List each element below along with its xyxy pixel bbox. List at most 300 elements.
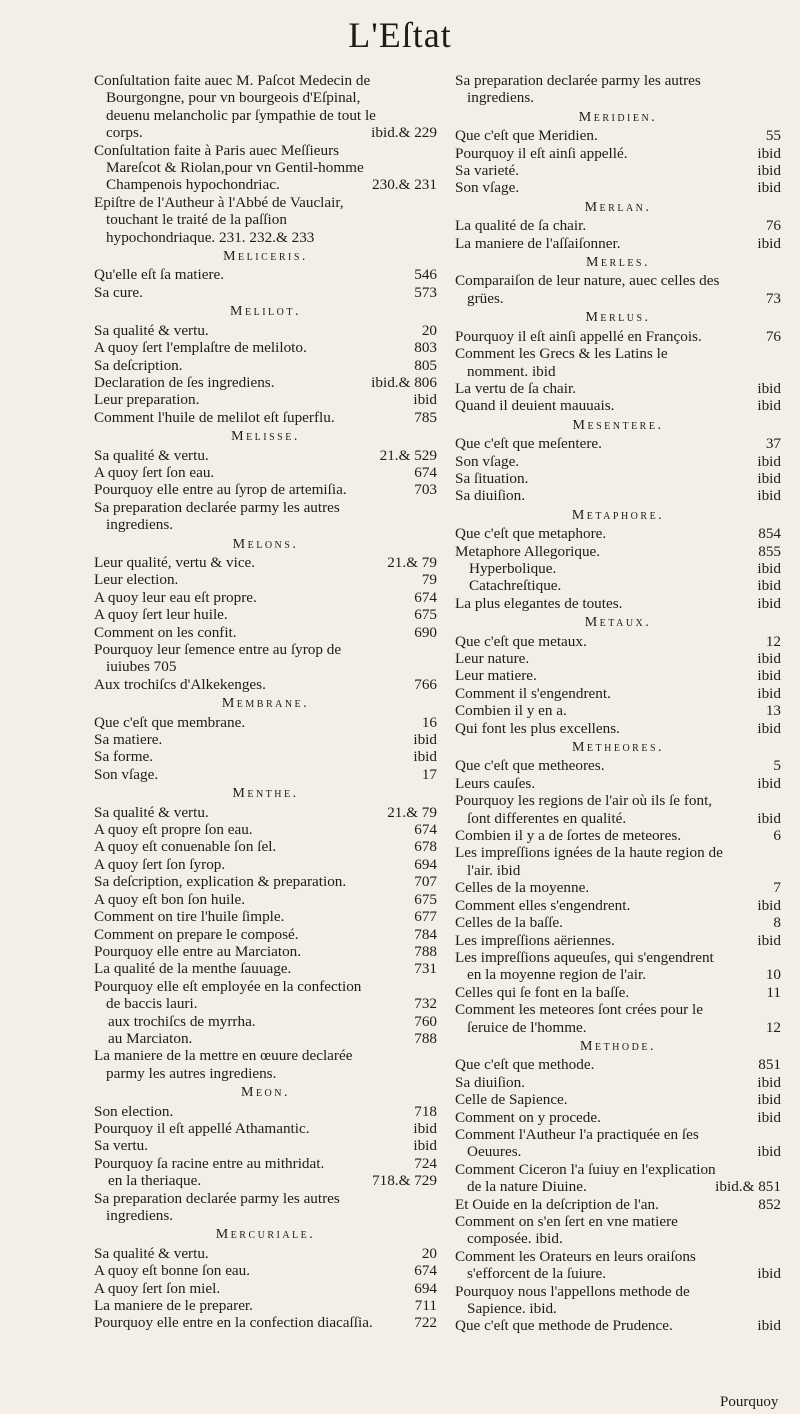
index-entry <box>455 1317 781 1334</box>
index-entry <box>94 748 437 765</box>
entry-page-ref: 855 <box>758 542 781 560</box>
entry-text: Son vſage. <box>94 765 159 783</box>
entry-page-ref: 5 <box>773 757 781 775</box>
index-entry <box>455 145 781 162</box>
entry-text: La maniere de le preparer. <box>94 1297 253 1315</box>
index-heading: Metheores. <box>571 740 665 756</box>
entry-text: La plus elegantes de toutes. <box>455 594 623 612</box>
index-entry <box>455 1074 781 1091</box>
entry-page-ref: 851 <box>758 1056 781 1074</box>
index-entry <box>94 499 437 534</box>
index-entry <box>94 374 437 391</box>
entry-text: A quoy ſert ſon miel. <box>94 1279 221 1297</box>
index-entry <box>94 1137 437 1154</box>
entry-page-ref: ibid <box>757 1073 781 1091</box>
entry-page-ref: ibid <box>757 452 781 470</box>
entry-text: Conſultation faite auec M. Paſcot Medecin de Bourgongne, pour vn bourgeois d'Eſpinal, deuenu melancholic par ſympathie de tout le corps. <box>94 72 376 142</box>
index-entry <box>94 142 437 194</box>
entry-text: Pourquoy elle entre en la confection diacaſſia. <box>94 1314 373 1332</box>
index-entry <box>94 1190 437 1225</box>
index-entry <box>455 897 781 914</box>
entry-page-ref: 674 <box>414 588 437 606</box>
index-entry <box>455 217 781 234</box>
entry-text: Que c'eſt que methode de Prudence. <box>455 1317 673 1335</box>
entry-text: Celle de Sapience. <box>455 1091 568 1109</box>
entry-text: La qualité de ſa chair. <box>455 217 587 235</box>
index-entry <box>94 589 437 606</box>
entry-page-ref: ibid <box>757 469 781 487</box>
index-heading: Melilot. <box>230 304 301 320</box>
entry-page-ref: 79 <box>421 571 437 589</box>
index-entry <box>94 908 437 925</box>
entry-text: Leurs cauſes. <box>455 774 536 792</box>
index-entry <box>94 339 437 356</box>
entry-text: A quoy eſt conuenable ſon ſel. <box>94 838 277 856</box>
entry-page-ref: 675 <box>414 606 437 624</box>
entry-page-ref: ibid <box>757 667 781 685</box>
entry-text: Comment les Orateurs en leurs oraiſons s'efforcent de la ſuiure. <box>455 1247 696 1283</box>
index-entry <box>455 914 781 931</box>
entry-text: Pourquoy leur ſemence entre au ſyrop de iuiubes 705 <box>94 641 342 676</box>
entry-text: Comment on prepare le composé. <box>94 925 299 943</box>
index-entry <box>94 409 437 426</box>
index-entry <box>455 1213 781 1248</box>
index-entry <box>94 606 437 623</box>
entry-page-ref: 694 <box>414 1279 437 1297</box>
entry-text: Celles de la moyenne. <box>455 879 590 897</box>
entry-text: Que c'eſt que meſentere. <box>455 435 602 453</box>
index-entry <box>94 960 437 977</box>
index-entry <box>94 891 437 908</box>
entry-text: au Marciaton. <box>108 1029 193 1047</box>
index-entry <box>94 1262 437 1279</box>
index-entry <box>455 577 781 594</box>
entry-page-ref: 854 <box>758 525 781 543</box>
index-heading: Merlus. <box>585 310 651 326</box>
index-heading: Merlan. <box>584 199 652 215</box>
entry-text: Pourquoy il eſt ainſi appellé. <box>455 144 628 162</box>
entry-page-ref: 732 <box>414 995 437 1013</box>
entry-text: Sa deſcription, explication & preparation. <box>94 873 347 891</box>
entry-page-ref: 718 <box>414 1102 437 1120</box>
entry-text: Sa ſituation. <box>455 469 529 487</box>
entry-page-ref: 573 <box>414 283 437 301</box>
entry-text: Comment on tire l'huile ſimple. <box>94 908 285 926</box>
entry-page-ref: ibid <box>413 731 437 749</box>
index-heading: Meon. <box>241 1085 290 1101</box>
index-entry <box>455 984 781 1001</box>
entry-page-ref: 722 <box>414 1314 437 1332</box>
index-entry <box>455 757 781 774</box>
entry-text: Que c'eſt que membrane. <box>94 713 246 731</box>
entry-text: Les impreſſions ignées de la haute region de l'air. ibid <box>455 844 723 879</box>
entry-page-ref: ibid <box>757 1108 781 1126</box>
entry-text: A quoy ſert l'emplaſtre de meliloto. <box>94 339 307 357</box>
index-entry <box>94 1120 437 1137</box>
entry-text: Son vſage. <box>455 179 520 197</box>
entry-page-ref: 731 <box>414 960 437 978</box>
entry-page-ref: 21.& 79 <box>387 553 437 571</box>
entry-page-ref: ibid <box>757 1091 781 1109</box>
entry-page-ref: 766 <box>414 675 437 693</box>
entry-page-ref: 10 <box>765 966 781 984</box>
entry-page-ref: 21.& 79 <box>387 803 437 821</box>
index-entry <box>94 1155 437 1172</box>
index-entry <box>455 435 781 452</box>
index-entry <box>455 1161 781 1196</box>
entry-page-ref: 546 <box>414 266 437 284</box>
entry-text: Comment il s'engendrent. <box>455 684 611 702</box>
entry-page-ref: ibid <box>757 577 781 595</box>
index-entry <box>94 731 437 748</box>
index-heading: Mesentere. <box>572 417 664 433</box>
entry-page-ref: 12 <box>765 1018 781 1036</box>
entry-page-ref: ibid <box>757 650 781 667</box>
entry-page-ref: 803 <box>414 339 437 357</box>
index-entry <box>94 571 437 588</box>
index-entry <box>455 328 781 345</box>
entry-page-ref: 230.& 231 <box>372 176 437 194</box>
entry-page-ref: 724 <box>414 1154 437 1172</box>
entry-text: La vertu de ſa chair. <box>455 379 577 397</box>
index-heading: Merles. <box>585 255 650 271</box>
index-entry <box>455 1001 781 1036</box>
entry-page-ref: 76 <box>765 327 781 345</box>
entry-text: Pourquoy elle eſt employée en la confection de baccis lauri. <box>94 977 362 1013</box>
index-entry <box>94 873 437 890</box>
index-entry <box>94 1245 437 1262</box>
entry-page-ref: 674 <box>414 1262 437 1280</box>
index-entry <box>455 1126 781 1161</box>
entry-text: Comment on les confit. <box>94 623 237 641</box>
entry-text: Pourquoy il eſt ainſi appellé en François. <box>455 327 702 345</box>
index-entry <box>94 284 437 301</box>
entry-text: Son vſage. <box>455 452 520 470</box>
index-entry <box>455 543 781 560</box>
index-entry <box>455 127 781 144</box>
entry-text: A quoy ſert ſon eau. <box>94 463 215 481</box>
entry-page-ref: 718.& 729 <box>372 1172 437 1190</box>
entry-text: Sa preparation declarée parmy les autres ingrediens. <box>94 498 340 534</box>
index-entry <box>94 821 437 838</box>
entry-page-ref: 707 <box>414 873 437 891</box>
entry-page-ref: ibid <box>757 162 781 180</box>
index-entry <box>455 380 781 397</box>
index-entry <box>94 391 437 408</box>
index-entry <box>94 676 437 693</box>
entry-page-ref: ibid.& 806 <box>371 373 437 391</box>
entry-page-ref: ibid <box>757 931 781 949</box>
entry-page-ref: ibid <box>757 684 781 702</box>
index-entry <box>455 272 781 307</box>
entry-text: Pourquoy elle entre au Marciaton. <box>94 942 302 960</box>
entry-text: Les impreſſions aëriennes. <box>455 931 615 949</box>
index-entry <box>94 1103 437 1120</box>
entry-text: Hyperbolique. <box>469 559 557 577</box>
entry-text: Sa vertu. <box>94 1137 148 1155</box>
index-entry <box>94 624 437 641</box>
entry-text: Comment les Grecs & les Latins le nomment. ibid <box>455 345 668 380</box>
entry-text: Sa diuiſion. <box>455 1073 526 1091</box>
entry-text: Qui font les plus excellens. <box>455 719 620 737</box>
index-entry <box>94 357 437 374</box>
index-entry <box>94 554 437 571</box>
entry-page-ref: 20 <box>421 321 437 339</box>
entry-text: Que c'eſt que metaphore. <box>455 525 607 543</box>
entry-page-ref: ibid.& 229 <box>371 124 437 142</box>
index-entry <box>455 827 781 844</box>
index-entry <box>455 792 781 827</box>
index-entry <box>94 926 437 943</box>
entry-text: Quand il deuient mauuais. <box>455 397 615 415</box>
entry-text: Comment elles s'engendrent. <box>455 896 631 914</box>
entry-page-ref: ibid <box>757 1317 781 1335</box>
entry-page-ref: 788 <box>414 942 437 960</box>
right-column <box>455 72 781 1335</box>
entry-page-ref: 788 <box>414 1029 437 1047</box>
index-entry <box>94 481 437 498</box>
index-entry <box>94 838 437 855</box>
index-entry <box>455 720 781 737</box>
index-heading: Melisse. <box>231 429 300 445</box>
entry-text: Epiſtre de l'Autheur à l'Abbé de Vauclair, touchant le traité de la paſſion hypochondriaque. 231. 232.& 233 <box>94 193 344 246</box>
entry-page-ref: 694 <box>414 855 437 873</box>
entry-text: en la theriaque. <box>108 1172 202 1190</box>
running-title: L'Eſtat <box>348 15 452 55</box>
index-heading: Meliceris. <box>223 249 308 265</box>
index-entry <box>455 932 781 949</box>
entry-text: A quoy leur eau eſt propre. <box>94 588 257 606</box>
entry-text: Comparaiſon de leur nature, auec celles des grües. <box>455 272 720 307</box>
entry-text: Pourquoy ſa racine entre au mithridat. <box>94 1154 325 1172</box>
entry-text: A quoy ſert ſon ſyrop. <box>94 855 226 873</box>
index-entry <box>94 266 437 283</box>
index-entry <box>94 766 437 783</box>
index-entry <box>455 1196 781 1213</box>
entry-page-ref: 805 <box>414 356 437 374</box>
entry-text: Pourquoy elle entre au ſyrop de artemiſia. <box>94 481 347 499</box>
entry-page-ref: ibid <box>757 179 781 197</box>
index-entry <box>94 1013 437 1030</box>
index-entry <box>455 667 781 684</box>
entry-text: Les impreſſions aqueuſes, qui s'engendrent en la moyenne region de l'air. <box>455 948 714 984</box>
entry-page-ref: 11 <box>766 983 781 1001</box>
entry-text: Sa preparation declarée parmy les autres ingrediens. <box>455 72 701 107</box>
index-entry <box>94 194 437 246</box>
index-heading: Methode. <box>580 1038 656 1054</box>
index-entry <box>94 943 437 960</box>
entry-text: Sa qualité & vertu. <box>94 446 209 464</box>
index-entry <box>94 641 437 676</box>
index-heading: Melons. <box>232 536 299 552</box>
index-entry <box>94 1314 437 1331</box>
entry-text: Sa matiere. <box>94 731 163 749</box>
index-entry <box>455 345 781 380</box>
index-entry <box>455 453 781 470</box>
entry-page-ref: 675 <box>414 890 437 908</box>
entry-page-ref: 73 <box>765 289 781 307</box>
entry-page-ref: ibid <box>757 774 781 792</box>
entry-page-ref: ibid <box>757 1143 781 1161</box>
entry-text: Comment Ciceron l'a ſuiuy en l'explication de la nature Diuine. <box>455 1160 716 1196</box>
entry-text: Celles qui ſe font en la baſſe. <box>455 983 630 1001</box>
index-entry <box>94 1172 437 1189</box>
entry-text: Combien il y en a. <box>455 702 567 720</box>
entry-text: Pourquoy nous l'appellons methode de Sapience. ibid. <box>455 1282 690 1318</box>
index-entry <box>94 464 437 481</box>
index-entry <box>455 560 781 577</box>
index-heading: Metaux. <box>584 615 652 631</box>
entry-page-ref: ibid <box>757 397 781 415</box>
index-entry <box>455 72 781 107</box>
entry-page-ref: 76 <box>765 217 781 235</box>
entry-text: Comment on y procede. <box>455 1108 601 1126</box>
entry-text: La maniere de l'aſſaiſonner. <box>455 234 621 252</box>
index-entry <box>94 856 437 873</box>
index-entry <box>94 1047 437 1082</box>
index-entry <box>455 235 781 252</box>
entry-page-ref: 677 <box>414 908 437 926</box>
entry-text: Sa varieté. <box>455 162 520 180</box>
index-entry <box>455 1091 781 1108</box>
entry-page-ref: 17 <box>421 765 437 783</box>
entry-page-ref: ibid <box>757 1265 781 1283</box>
entry-text: Sa forme. <box>94 748 154 766</box>
index-entry <box>455 525 781 542</box>
index-entry <box>455 685 781 702</box>
entry-page-ref: ibid <box>757 809 781 827</box>
index-entry <box>455 1109 781 1126</box>
index-entry <box>455 162 781 179</box>
entry-text: A quoy eſt bon ſon huile. <box>94 890 246 908</box>
index-entry <box>455 487 781 504</box>
entry-text: Leur matiere. <box>455 667 537 685</box>
entry-page-ref: 852 <box>758 1195 781 1213</box>
index-entry <box>94 322 437 339</box>
index-entry <box>455 879 781 896</box>
entry-page-ref: 21.& 529 <box>379 446 437 464</box>
entry-text: Aux trochiſcs d'Alkekenges. <box>94 675 266 693</box>
entry-text: Sa qualité & vertu. <box>94 1244 209 1262</box>
entry-page-ref: 12 <box>765 632 781 650</box>
entry-page-ref: ibid <box>413 1137 437 1155</box>
index-entry <box>455 595 781 612</box>
index-heading: Metaphore. <box>571 507 665 523</box>
entry-page-ref: 785 <box>414 408 437 426</box>
entry-text: Celles de la baſſe. <box>455 914 563 932</box>
entry-text: La qualité de la menthe ſauuage. <box>94 960 292 978</box>
entry-text: Sa preparation declarée parmy les autres ingrediens. <box>94 1189 340 1224</box>
index-entry <box>455 470 781 487</box>
entry-page-ref: 8 <box>773 914 781 932</box>
entry-page-ref: 690 <box>414 623 437 641</box>
entry-page-ref: ibid <box>757 234 781 252</box>
entry-text: Leur nature. <box>455 650 530 667</box>
index-entry <box>455 702 781 719</box>
entry-text: Leur election. <box>94 571 179 589</box>
entry-text: Sa deſcription. <box>94 356 183 374</box>
entry-text: A quoy eſt propre ſon eau. <box>94 821 253 839</box>
entry-text: aux trochiſcs de myrrha. <box>108 1012 256 1030</box>
entry-text: Conſultation faite à Paris auec Meſſieurs Mareſcot & Riolan,pour vn Gentil-homme Champenois hypochondriac. <box>94 141 364 194</box>
index-entry <box>455 775 781 792</box>
index-heading: Meridien. <box>578 109 658 125</box>
entry-text: Qu'elle eſt ſa matiere. <box>94 266 225 284</box>
index-entry <box>455 1056 781 1073</box>
entry-text: Comment les meteores ſont crées pour le ſeruice de l'homme. <box>455 1001 703 1036</box>
left-column <box>94 72 437 1332</box>
entry-page-ref: ibid <box>413 1119 437 1137</box>
entry-text: Comment l'huile de melilot eſt ſuperflu. <box>94 408 335 426</box>
index-entry <box>455 1248 781 1283</box>
entry-page-ref: 678 <box>414 838 437 856</box>
entry-page-ref: ibid <box>757 594 781 612</box>
entry-text: Catachreſtique. <box>469 577 562 595</box>
index-heading: Menthe. <box>232 786 299 802</box>
entry-text: Que c'eſt que methode. <box>455 1056 595 1074</box>
index-heading: Mercuriale. <box>215 1227 316 1243</box>
entry-text: Que c'eſt que metaux. <box>455 632 587 650</box>
entry-text: Que c'eſt que metheores. <box>455 757 605 775</box>
entry-page-ref: 20 <box>421 1244 437 1262</box>
entry-text: Et Ouide en la deſcription de l'an. <box>455 1195 659 1213</box>
entry-text: La maniere de la mettre en œuure declarée parmy les autres ingrediens. <box>94 1047 353 1082</box>
index-entry <box>455 179 781 196</box>
index-entry <box>455 949 781 984</box>
entry-text: Leur qualité, vertu & vice. <box>94 553 256 571</box>
entry-text: Pourquoy les regions de l'air où ils ſe font, ſont differentes en qualité. <box>455 792 713 827</box>
index-entry <box>94 1280 437 1297</box>
entry-text: Combien il y a de ſortes de meteores. <box>455 827 682 845</box>
index-entry <box>94 447 437 464</box>
index-entry <box>455 633 781 650</box>
entry-page-ref: 674 <box>414 821 437 839</box>
entry-text: A quoy ſert leur huile. <box>94 606 228 624</box>
index-entry <box>94 1030 437 1047</box>
index-entry <box>94 714 437 731</box>
entry-page-ref: ibid <box>757 559 781 577</box>
entry-page-ref: 784 <box>414 925 437 943</box>
entry-page-ref: 711 <box>414 1297 437 1315</box>
entry-text: Sa qualité & vertu. <box>94 321 209 339</box>
index-entry <box>94 72 437 142</box>
entry-page-ref: ibid <box>757 896 781 914</box>
entry-page-ref: 760 <box>414 1012 437 1030</box>
entry-page-ref: ibid <box>413 391 437 409</box>
index-entry <box>455 397 781 414</box>
entry-page-ref: 703 <box>414 481 437 499</box>
entry-page-ref: 674 <box>414 463 437 481</box>
index-entry <box>455 1283 781 1318</box>
entry-text: Comment l'Autheur l'a practiquée en ſes Oeuures. <box>455 1125 699 1161</box>
entry-text: Leur preparation. <box>94 391 200 409</box>
entry-text: Sa cure. <box>94 283 143 301</box>
catchword: Pourquoy <box>720 1394 779 1410</box>
entry-text: Declaration de ſes ingrediens. <box>94 373 275 391</box>
entry-page-ref: 6 <box>773 827 781 845</box>
entry-text: Sa diuiſion. <box>455 487 526 505</box>
entry-text: Metaphore Allegorique. <box>455 542 601 560</box>
entry-page-ref: ibid.& 851 <box>715 1178 781 1196</box>
entry-text: Que c'eſt que Meridien. <box>455 127 598 145</box>
entry-page-ref: 55 <box>765 127 781 145</box>
entry-text: A quoy eſt bonne ſon eau. <box>94 1262 251 1280</box>
entry-page-ref: ibid <box>757 144 781 162</box>
index-entry <box>94 804 437 821</box>
entry-page-ref: ibid <box>757 719 781 737</box>
index-entry <box>94 978 437 1013</box>
entry-page-ref: 37 <box>765 435 781 453</box>
